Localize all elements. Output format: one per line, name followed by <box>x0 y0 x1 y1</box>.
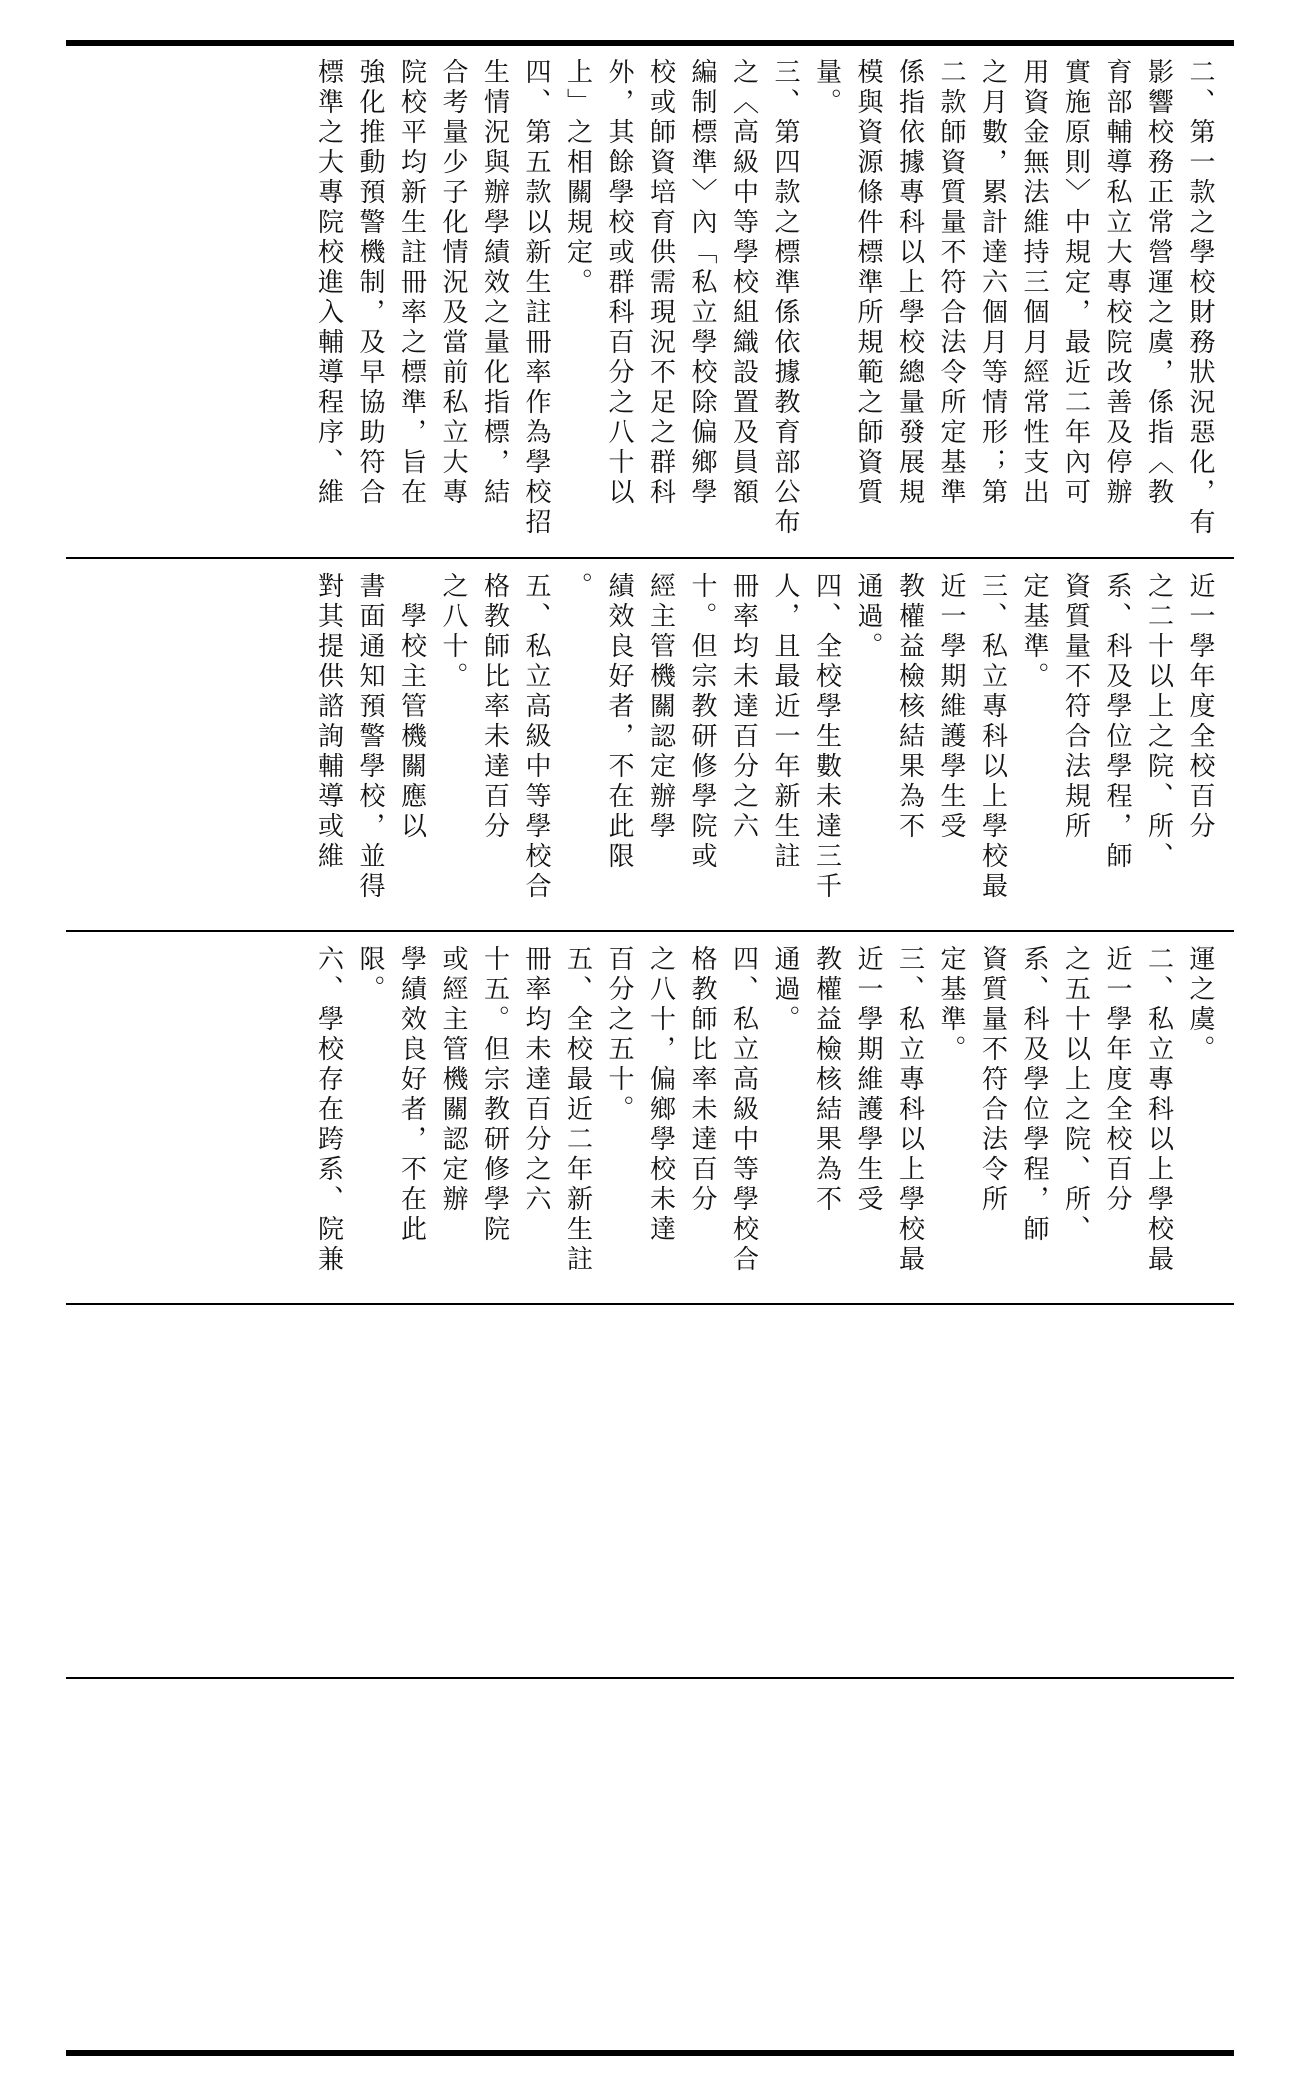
explanation-column <box>66 48 1234 553</box>
explanation-text <box>307 58 1220 543</box>
text-line: 校或師資培育供需現況不足之群科 <box>645 58 676 508</box>
top-border-rule <box>66 40 1234 46</box>
text-line: 之二十以上之院、所、 <box>1143 572 1174 872</box>
text-line: 之月數，累計達六個月等情形；第 <box>977 58 1008 508</box>
text-line: 學績效良好者，不在此 <box>396 945 427 1245</box>
text-line: 三、私立專科以上學校最 <box>894 945 925 1275</box>
text-line: 經主管機關認定辦學 <box>645 572 676 842</box>
column-divider <box>66 1303 1234 1305</box>
text-line: 之〈高級中等學校組織設置及員額 <box>728 58 759 508</box>
text-line: 係指依據專科以上學校總量發展規 <box>894 58 925 508</box>
bottom-border-rule <box>66 2050 1234 2056</box>
text-line: 定基準。 <box>936 945 966 1065</box>
text-line: 教權益檢核結果為不 <box>894 572 925 842</box>
text-line: 實施原則〉中規定，最近二年內可 <box>1060 58 1091 508</box>
text-line: 對其提供諮詢輔導或維 <box>313 572 344 872</box>
text-line: 三、第四款之標準係依據教育部公布 <box>770 58 800 538</box>
text-line: 之八十，偏鄉學校未達 <box>645 945 676 1245</box>
column-divider <box>66 1677 1234 1679</box>
text-line: 二款師資質量不符合法令所定基準 <box>936 58 966 508</box>
text-line: 六、學校存在跨系、院兼 <box>313 945 344 1275</box>
text-line: 百分之五十。 <box>604 945 634 1125</box>
text-line: 十。但宗教研修學院或 <box>687 572 717 872</box>
text-line: 資質量不符合法規所 <box>1060 572 1091 842</box>
text-line: 五、私立高級中等學校合 <box>521 572 551 902</box>
text-line: 之五十以上之院、所、 <box>1060 945 1091 1245</box>
text-line: 限。 <box>355 945 385 1005</box>
text-line: 上」之相關規定。 <box>562 58 593 298</box>
text-line: 標準之大專院校進入輔導程序、維 <box>313 58 344 508</box>
text-line: 系、科及學位學程，師 <box>1019 945 1049 1245</box>
text-line: 資質量不符合法令所 <box>977 945 1008 1215</box>
amended-provision-column <box>66 935 1234 1299</box>
text-line: 育部輔導私立大專校院改善及停辦 <box>1102 58 1132 508</box>
text-line: 。 <box>562 572 593 602</box>
text-line: 近一學期維護學生受 <box>853 945 883 1215</box>
text-line: 人，且最近一年新生註 <box>770 572 800 872</box>
column-divider <box>66 930 1234 932</box>
text-line: 四、私立高級中等學校合 <box>728 945 759 1275</box>
text-line: 二、私立專科以上學校最 <box>1143 945 1174 1275</box>
text-line: 近一學年度全校百分 <box>1102 945 1132 1215</box>
text-line: 教權益檢核結果為不 <box>811 945 842 1215</box>
text-line: 十五。但宗教研修學院 <box>479 945 510 1245</box>
text-line: 冊率均未達百分之六 <box>521 945 551 1215</box>
text-line: 績效良好者，不在此限 <box>604 572 634 872</box>
text-line: 用資金無法維持三個月經常性支出 <box>1019 58 1049 508</box>
text-line: 書面通知預警學校，並得 <box>355 572 385 902</box>
text-line: 近一學期維護學生受 <box>936 572 966 842</box>
text-line: 四、全校學生數未達三千 <box>811 572 842 902</box>
text-line: 通過。 <box>770 945 800 1035</box>
text-line: 三、私立專科以上學校最 <box>977 572 1008 902</box>
current-provision-column <box>66 562 1234 926</box>
text-line: 生情況與辦學績效之量化指標，結 <box>479 58 510 508</box>
text-line: 格教師比率未達百分 <box>479 572 510 842</box>
text-line: 二、第一款之學校財務狀況惡化，有 <box>1185 58 1215 538</box>
text-line: 外，其餘學校或群科百分之八十以 <box>604 58 634 508</box>
text-line: 冊率均未達百分之六 <box>728 572 759 842</box>
text-line: 通過。 <box>853 572 883 662</box>
amended-provision-text <box>307 945 1220 1289</box>
text-line: 格教師比率未達百分 <box>687 945 717 1215</box>
column-divider <box>66 557 1234 559</box>
text-line: 近一學年度全校百分 <box>1185 572 1215 842</box>
text-line: 之八十。 <box>438 572 468 692</box>
text-line: 模與資源條件標準所規範之師資質 <box>853 58 883 508</box>
current-provision-text <box>307 572 1220 916</box>
text-line: 五、全校最近二年新生註 <box>562 945 593 1275</box>
text-line: 編制標準〉內「私立學校除偏鄉學 <box>687 58 717 508</box>
text-line: 量。 <box>811 58 842 118</box>
text-line: 四、第五款以新生註冊率作為學校招 <box>521 58 551 538</box>
text-line: 系、科及學位學程，師 <box>1102 572 1132 872</box>
text-line: 強化推動預警機制，及早協助符合 <box>355 58 385 508</box>
text-line: 運之虞。 <box>1185 945 1215 1065</box>
text-line: 影響校務正常營運之虞，係指〈教 <box>1143 58 1174 508</box>
text-line: 定基準。 <box>1019 572 1049 692</box>
text-line: 學校主管機關應以 <box>396 572 427 842</box>
text-line: 或經主管機關認定辦 <box>438 945 468 1215</box>
text-line: 合考量少子化情況及當前私立大專 <box>438 58 468 508</box>
text-line: 院校平均新生註冊率之標準，旨在 <box>396 58 427 508</box>
